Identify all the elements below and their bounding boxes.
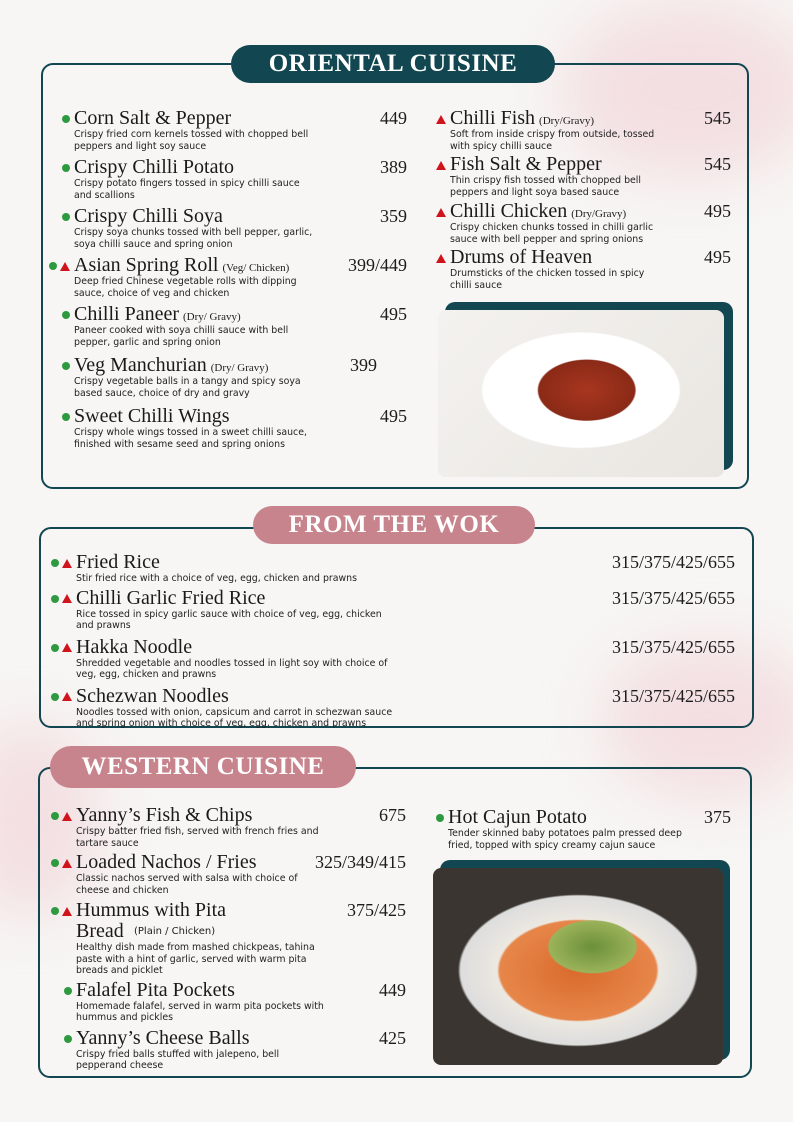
item-price: 495: [380, 406, 407, 426]
oriental-title: ORIENTAL CUISINE: [231, 45, 555, 83]
item-name: Yanny’s Cheese Balls: [76, 1026, 250, 1049]
item-name: Fried Rice: [76, 551, 160, 573]
menu-item: [450, 247, 731, 291]
wok-title: FROM THE WOK: [253, 506, 535, 544]
nonveg-triangle-icon: [62, 692, 72, 701]
item-description: Crispy whole wings tossed in a sweet chilli sauce, finished with sesame seed and spring onions: [74, 427, 307, 450]
menu-item: [76, 552, 735, 585]
veg-dot-icon: [51, 559, 59, 567]
item-description: Deep fried Chinese vegetable rolls with dipping sauce, choice of veg and chicken: [74, 276, 297, 299]
item-header: [450, 108, 731, 129]
item-note: (Dry/ Gravy): [182, 311, 241, 323]
item-description: Drumsticks of the chicken tossed in spicy chilli sauce: [450, 268, 645, 291]
item-description: Crispy potato fingers tossed in spicy chilli sauce and scallions: [74, 178, 300, 201]
item-description: Soft from inside crispy from outside, tossed with spicy chilli sauce: [450, 129, 655, 152]
diet-markers: [64, 1031, 72, 1047]
menu-item: [76, 805, 406, 849]
nonveg-triangle-icon: [62, 643, 72, 652]
diet-markers: [51, 903, 72, 919]
diet-markers: [49, 258, 70, 274]
item-header: [74, 304, 407, 325]
item-header: [74, 255, 407, 276]
chilli-chicken-photo: [438, 310, 724, 477]
item-price: 495: [704, 201, 731, 221]
diet-markers: [62, 409, 70, 425]
veg-dot-icon: [49, 262, 57, 270]
nonveg-triangle-icon: [62, 812, 72, 821]
item-name: Chilli Garlic Fried Rice: [76, 586, 266, 609]
diet-markers: [51, 855, 72, 871]
item-description: Classic nachos served with salsa with choice of cheese and chicken: [76, 873, 298, 896]
menu-item: [448, 807, 731, 851]
nonveg-triangle-icon: [436, 161, 446, 170]
item-name: Chilli Fish: [450, 107, 536, 129]
diet-markers: [436, 111, 446, 127]
veg-dot-icon: [62, 311, 70, 319]
menu-item: [74, 108, 407, 152]
veg-dot-icon: [62, 213, 70, 221]
item-price: 389: [380, 157, 407, 177]
veg-dot-icon: [51, 812, 59, 820]
item-header: [76, 900, 406, 942]
diet-markers: [436, 810, 444, 826]
item-price: 375/425: [346, 900, 406, 920]
item-price: 425: [379, 1027, 406, 1048]
veg-dot-icon: [62, 362, 70, 370]
diet-markers: [62, 111, 70, 127]
veg-dot-icon: [64, 1035, 72, 1043]
item-price: 325/349/415: [314, 852, 406, 872]
item-description: Healthy dish made from mashed chickpeas, tahina paste with a hint of garlic, served with warm pita breads and picklet: [76, 942, 315, 976]
item-name: Yanny’s Fish & Chips: [76, 804, 253, 826]
menu-item: [74, 406, 407, 450]
nonveg-triangle-icon: [436, 115, 446, 124]
nonveg-triangle-icon: [62, 859, 72, 868]
item-name: Drums of Heaven: [450, 246, 593, 268]
item-header: [74, 206, 407, 227]
diet-markers: [51, 640, 72, 656]
menu-item: [76, 686, 735, 730]
nonveg-triangle-icon: [60, 262, 70, 271]
item-header: [74, 355, 407, 376]
item-header: [76, 588, 735, 609]
menu-item: [76, 980, 406, 1024]
item-note: (Dry/Gravy): [539, 115, 595, 127]
item-header: [76, 852, 406, 873]
item-name: Loaded Nachos / Fries: [76, 851, 257, 873]
item-price: 545: [704, 154, 731, 174]
menu-item: [74, 255, 407, 299]
item-name: Hakka Noodle: [76, 635, 193, 658]
item-price: 315/375/425/655: [611, 685, 735, 706]
item-price: 449: [380, 108, 407, 128]
diet-markers: [51, 689, 72, 705]
menu-item: [74, 304, 407, 348]
nonveg-triangle-icon: [62, 559, 72, 568]
item-note: (Dry/Gravy): [571, 208, 627, 220]
item-name: Falafel Pita Pockets: [76, 978, 235, 1001]
item-header: [76, 637, 735, 658]
veg-dot-icon: [51, 907, 59, 915]
oriental-left-column: [74, 108, 407, 455]
menu-item: [76, 637, 735, 681]
veg-dot-icon: [51, 693, 59, 701]
item-price: 359: [380, 206, 407, 226]
item-description: Crispy chicken chunks tossed in chilli garlic sauce with bell pepper and spring onions: [450, 222, 654, 245]
item-price: 399: [350, 355, 377, 375]
item-description: Paneer cooked with soya chilli sauce with bell pepper, garlic and spring onion: [74, 325, 289, 348]
diet-markers: [436, 204, 446, 220]
item-header: [74, 108, 407, 129]
menu-item: [74, 355, 407, 399]
item-description: Tender skinned baby potatoes palm pressed deep fried, topped with spicy creamy cajun sauce: [448, 828, 682, 851]
diet-markers: [62, 209, 70, 225]
item-description: Rice tossed in spicy garlic sauce with choice of veg, egg, chicken and prawns: [76, 608, 382, 631]
item-header: [74, 406, 407, 427]
item-price: 495: [704, 247, 731, 267]
item-description: Crispy fried corn kernels tossed with chopped bell peppers and light soy sauce: [74, 129, 309, 152]
item-header: [448, 807, 731, 828]
item-header: [450, 247, 731, 268]
oriental-right-column: [450, 108, 731, 293]
item-price: 449: [379, 979, 406, 1000]
item-name: Asian Spring Roll: [74, 254, 219, 276]
menu-item: [76, 900, 406, 977]
item-name: Fish Salt & Pepper: [450, 153, 602, 175]
western-title: WESTERN CUISINE: [50, 746, 356, 788]
menu-item: [450, 201, 731, 245]
item-note: (Plain / Chicken): [134, 926, 216, 937]
item-header: [76, 805, 406, 826]
diet-markers: [51, 591, 72, 607]
loaded-fries-photo: [433, 868, 723, 1065]
nonveg-triangle-icon: [62, 594, 72, 603]
item-price: 315/375/425/655: [611, 587, 735, 608]
nonveg-triangle-icon: [436, 208, 446, 217]
menu-item: [74, 157, 407, 201]
diet-markers: [62, 307, 70, 323]
item-description: Shredded vegetable and noodles tossed in light soy with choice of veg, egg, chicken and prawns: [76, 657, 388, 680]
item-price: 675: [379, 805, 406, 825]
item-name: Sweet Chilli Wings: [74, 405, 230, 427]
menu-item: [450, 108, 731, 152]
item-price: 495: [380, 304, 407, 324]
item-name: Chilli Paneer: [74, 303, 179, 325]
diet-markers: [64, 983, 72, 999]
item-name: Corn Salt & Pepper: [74, 107, 232, 129]
item-description: Crispy batter fried fish, served with french fries and tartare sauce: [76, 826, 319, 849]
item-description: Thin crispy fish tossed with chopped bell peppers and light soya based sauce: [450, 175, 641, 198]
item-description: Stir fried rice with a choice of veg, egg, chicken and prawns: [76, 573, 357, 584]
item-header: [450, 154, 731, 175]
veg-dot-icon: [64, 987, 72, 995]
item-header: [76, 980, 406, 1001]
nonveg-triangle-icon: [62, 907, 72, 916]
western-left-column: [76, 805, 406, 1075]
item-header: [450, 201, 731, 222]
item-name: Chilli Chicken: [450, 200, 568, 222]
menu-item: [76, 588, 735, 632]
diet-markers: [51, 808, 72, 824]
veg-dot-icon: [436, 814, 444, 822]
item-description: Homemade falafel, served in warm pita pockets with hummus and pickles: [76, 1000, 324, 1023]
nonveg-triangle-icon: [436, 254, 446, 263]
veg-dot-icon: [51, 595, 59, 603]
veg-dot-icon: [51, 859, 59, 867]
item-price: 399/449: [347, 255, 407, 275]
item-name: Hot Cajun Potato: [448, 806, 587, 828]
item-name: Crispy Chilli Potato: [74, 156, 235, 178]
item-name: Crispy Chilli Soya: [74, 205, 223, 227]
item-note: (Veg/ Chicken): [222, 262, 290, 274]
diet-markers: [51, 555, 72, 571]
item-description: Crispy soya chunks tossed with bell pepper, garlic, soya chilli sauce and spring onion: [74, 227, 313, 250]
veg-dot-icon: [62, 164, 70, 172]
diet-markers: [62, 160, 70, 176]
item-description: Noodles tossed with onion, capsicum and carrot in schezwan sauce and spring onion with choice of veg, egg, chicken and prawns: [76, 706, 393, 729]
diet-markers: [436, 157, 446, 173]
item-price: 545: [704, 108, 731, 128]
item-name: Schezwan Noodles: [76, 684, 229, 707]
diet-markers: [62, 358, 70, 374]
item-header: [76, 552, 735, 573]
menu-item: [76, 852, 406, 896]
item-price: 375: [704, 807, 731, 827]
item-price: 315/375/425/655: [611, 552, 735, 572]
item-header: [76, 686, 735, 707]
menu-item: [450, 154, 731, 198]
item-header: [74, 157, 407, 178]
veg-dot-icon: [62, 413, 70, 421]
item-note: (Dry/ Gravy): [210, 362, 269, 374]
item-name: Hummus with Pita Bread: [76, 899, 227, 942]
item-description: Crispy vegetable balls in a tangy and spicy soya based sauce, choice of dry and gravy: [74, 376, 301, 399]
western-right-column: [448, 807, 731, 851]
item-name: Veg Manchurian: [74, 354, 207, 376]
item-description: Crispy fried balls stuffed with jalepeno, bell pepperand cheese: [76, 1048, 280, 1071]
item-price: 315/375/425/655: [611, 636, 735, 657]
veg-dot-icon: [62, 115, 70, 123]
menu-item: [76, 1028, 406, 1072]
wok-column: [76, 552, 735, 733]
veg-dot-icon: [51, 644, 59, 652]
menu-item: [74, 206, 407, 250]
item-header: [76, 1028, 406, 1049]
diet-markers: [436, 250, 446, 266]
